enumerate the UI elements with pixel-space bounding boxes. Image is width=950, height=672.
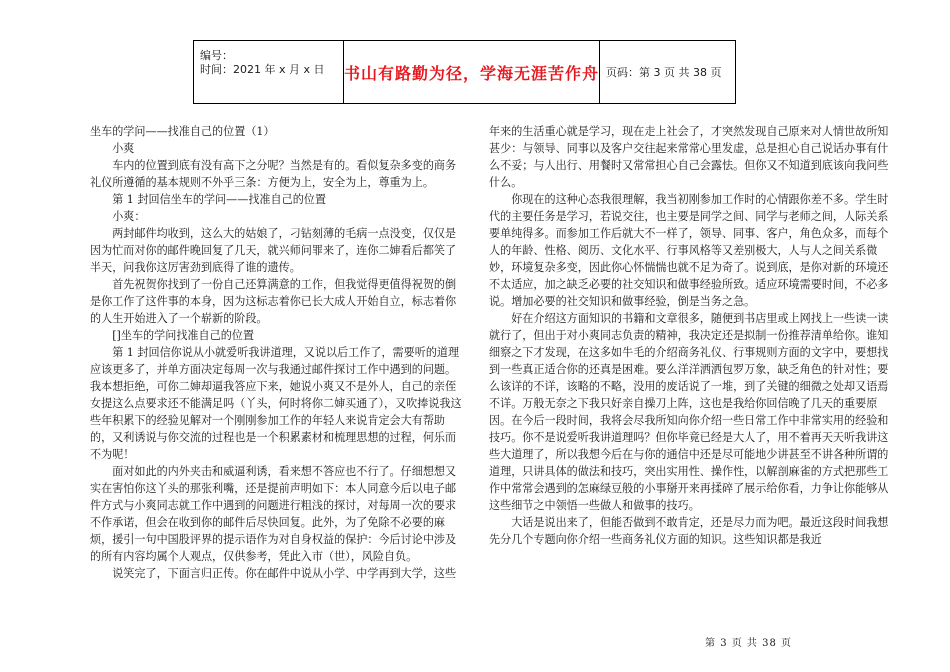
- paragraph: 第 1 封回信坐车的学问——找准自己的位置: [90, 193, 326, 206]
- time-label: 时间：2021 年 x 月 x 日: [200, 63, 325, 76]
- header-info-cell: [194, 41, 344, 103]
- article-title: 坐车的学问——找准自己的位置（1）: [90, 125, 275, 138]
- number-label: 编号：: [200, 49, 233, 62]
- right-column: [489, 123, 889, 548]
- paragraph: 车内的位置到底有没有高下之分呢？当然是有的。看似复杂多变的商务礼仪所遵循的基本规则不外乎三条：方便为上，安全为上，尊重为上。: [90, 159, 457, 189]
- paragraph: 小爽：: [90, 210, 146, 223]
- motto-text: 书山有路勤为径，学海无涯苦作舟: [344, 63, 600, 83]
- paragraph: 说笑完了，下面言归正传。你在邮件中说从小学、中学再到大学，这些: [90, 567, 457, 580]
- paragraph: 首先祝贺你找到了一份自己还算满意的工作，但我觉得更值得祝贺的倒是你工作了这件事的本身，因为这标志着你已长大成人开始自立，标志着你的人生开始进入了一个崭新的阶段。: [90, 278, 457, 325]
- document-header: [193, 40, 736, 104]
- paragraph: 好在介绍这方面知识的书籍和文章很多，随便到书店里或上网找上一些读一读就行了，但出于对小爽同志负责的精神，我决定还是拟制一份推荐清单给你。谁知细察之下才发现，在这多如牛毛的介绍商务礼仪、行事规则方面的文字中，要想找到一些真正适合你的还真是困难。要么洋洋洒洒包罗万象，缺乏角色的针对性；要么该详的不详，该略的不略，没用的废话说了一堆，到了关键的细微之处却又语焉不详。万般无奈之下我只好亲自操刀上阵，这也是我给你回信晚了几天的重要原因。在今后一段时间，我将会尽我所知向你介绍一些日常工作中非常实用的经验和技巧。你不是说爱听我讲道理吗？但你毕竟已经是大人了，用不着再天天听我讲这些大道理了，所以我想今后在与你的通信中还是尽可能地少讲甚至不讲各种所谓的道理，只讲具体的做法和技巧，突出实用性、操作性，以解剖麻雀的方式把那些工作中常常会遇到的怎麻绿豆般的小事掰开来再揉碎了展示给你看，力争让你能够从这些细节之中领悟一些做人和做事的技巧。: [489, 312, 889, 512]
- left-column: [90, 123, 467, 582]
- page-label: 页码：第 3 页 共 38 页: [606, 66, 722, 79]
- header-page-cell: [600, 41, 735, 103]
- paragraph: 面对如此的内外夹击和威逼利诱，看来想不答应也不行了。仔细想想又实在害怕你这丫头的那张利嘴，还是提前声明如下：本人同意今后以电子邮件方式与小爽同志就工作中遇到的问题进行粗浅的探讨，对每周一次的要求不作承诺，但会在收到你的邮件后尽快回复。此外，为了免除不必要的麻烦，援引一句中国股评界的提示语作为对自身权益的保护：今后讨论中涉及的所有内容均属个人观点，仅供参考，凭此入市（世），风险自负。: [90, 465, 457, 563]
- paragraph: 年来的生活重心就是学习，现在走上社会了，才突然发现自己原来对人情世故所知甚少：与领导、同事以及客户交往起来常常心里发虚，总是担心自己说话办事有什么不妥；与人出行、用餐时又常常担心自己会露怯。但你又不知道到底该向我问些什么。: [489, 125, 889, 189]
- paragraph: 你现在的这种心态我很理解，我当初刚参加工作时的心情跟你差不多。学生时代的主要任务是学习，若说交往，也主要是同学之间、同学与老师之间，人际关系要单纯得多。而参加工作后就大不一样了，领导、同事、客户，角色众多，而每个人的年龄、性格、阅历、文化水平、行事风格等又差别极大，人与人之间关系微妙，环境复杂多变，因此你心怀惴惴也就不足为奇了。说到底，是你对新的环境还不太适应，加之缺乏必要的社交知识和做事经验所致。适应环境需要时间，不必多说。增加必要的社交知识和做事经验，倒是当务之急。: [489, 193, 889, 308]
- header-motto-cell: [344, 41, 600, 103]
- paragraph: 第 1 封回信你说从小就爱听我讲道理，又说以后工作了，需要听的道理应该更多了，并单方面决定每周一次与我通过邮件探讨工作中遇到的问题。我本想拒绝，可你二婶却逼我答应下来，她说小爽又不是外人，自己的亲侄女提这么点要求还不能满足吗（丫头，何时将你二婶买通了），又吹捧说我这些年积累下的经验见解对一个刚刚参加工作的年轻人来说肯定会大有帮助的，又利诱说与你交流的过程也是一个积累素材和梳理思想的过程，何乐而不为呢！: [90, 346, 462, 461]
- paragraph: 大话是说出来了，但能否做到不敢肯定，还是尽力而为吧。最近这段时间我想先分几个专题向你介绍一些商务礼仪方面的知识。这些知识都是我近: [489, 516, 889, 546]
- paragraph: 两封邮件均收到，这么大的姑娘了，刁钻刻薄的毛病一点没变，仅仅是因为忙而对你的邮件晚回复了几天，就兴师问罪来了，连你二婶看后都笑了半天，问我你这厉害劲到底得了谁的遗传。: [90, 227, 457, 274]
- page-footer: 第 3 页 共 38 页: [705, 638, 792, 649]
- paragraph: 小爽: [90, 142, 135, 155]
- paragraph: []坐车的学问找准自己的位置: [90, 329, 254, 342]
